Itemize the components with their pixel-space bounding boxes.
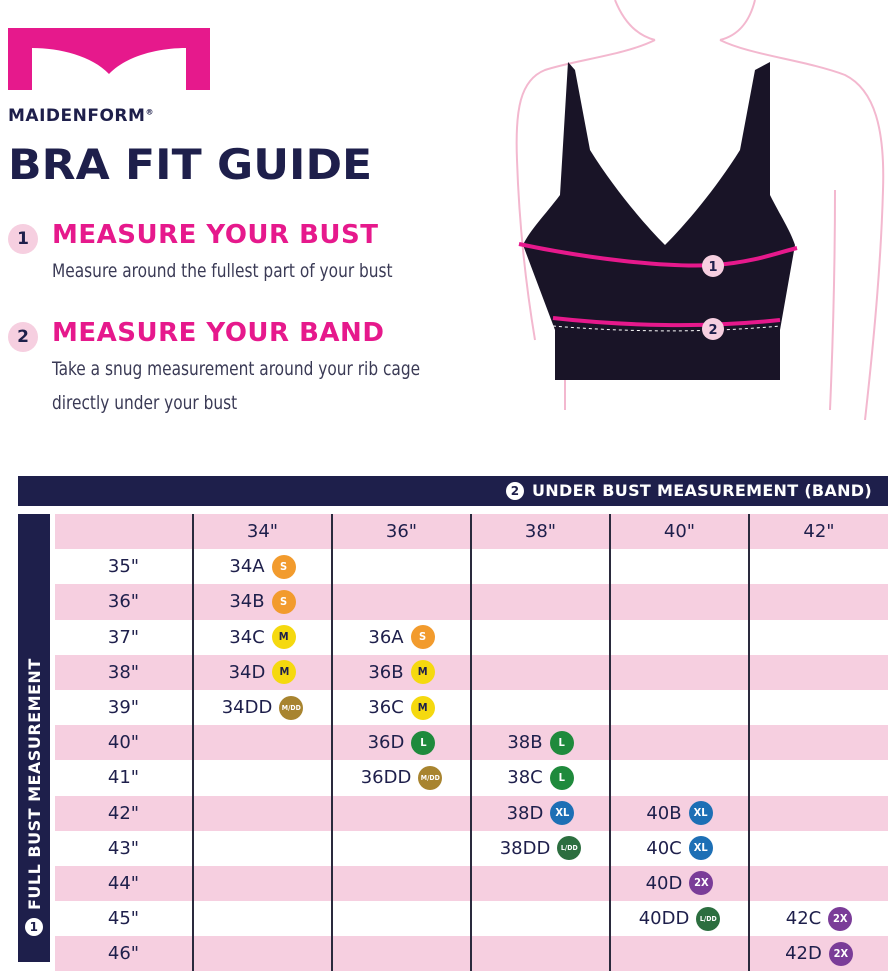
table-row: [55, 549, 888, 584]
size-cell: [749, 725, 888, 760]
bra-size: 38DD: [499, 837, 551, 859]
step-1-title: MEASURE YOUR BUST: [52, 220, 379, 250]
step-2-desc-line2: directly under your bust: [52, 392, 238, 414]
bra-size: 36B: [368, 661, 404, 683]
table-row: [55, 866, 888, 901]
band-size-header: 36": [332, 514, 471, 549]
full-bust-header: [18, 536, 50, 940]
step-2-desc-line1: Take a snug measurement around your rib cage: [52, 358, 421, 380]
size-cell: [471, 760, 610, 795]
size-cell: [610, 866, 749, 901]
bra-illustration: [505, 0, 896, 420]
size-code-badge: S: [272, 590, 296, 614]
bra-size: 34DD: [221, 697, 273, 719]
bra-size: 42C: [785, 908, 822, 930]
size-cell: [749, 866, 888, 901]
bra-size: 34C: [229, 626, 265, 648]
size-code-badge: 2X: [689, 871, 713, 895]
step-2-badge: 2: [8, 322, 38, 352]
size-cell: [193, 936, 332, 971]
bust-measurement: 39": [55, 690, 193, 725]
size-code-badge: XL: [689, 801, 713, 825]
bust-measurement: 40": [55, 725, 193, 760]
size-cell: [471, 584, 610, 619]
bra-size: 38C: [507, 767, 543, 789]
bust-measurement: 41": [55, 760, 193, 795]
size-cell: [471, 936, 610, 971]
size-code-badge: M/DD: [279, 696, 303, 720]
size-cell: [610, 760, 749, 795]
bra-size: 36A: [368, 626, 404, 648]
bust-marker: 1: [708, 260, 718, 275]
bust-measurement: 44": [55, 866, 193, 901]
size-cell: [332, 655, 471, 690]
size-cell: [193, 690, 332, 725]
size-cell: [471, 655, 610, 690]
size-code-badge: L: [550, 731, 574, 755]
size-cell: [332, 690, 471, 725]
brand-name: MAIDENFORM®: [8, 106, 154, 126]
bra-size: 36DD: [360, 767, 412, 789]
size-cell: [471, 620, 610, 655]
size-cell: [332, 549, 471, 584]
corner-cell: [55, 514, 193, 549]
size-cell: [332, 796, 471, 831]
bra-size: 40C: [646, 837, 682, 859]
bra-size: 38B: [507, 732, 543, 754]
size-cell: [193, 796, 332, 831]
size-cell: [610, 690, 749, 725]
size-cell: [193, 901, 332, 936]
size-code-badge: S: [411, 625, 435, 649]
size-cell: [749, 901, 888, 936]
size-cell: [332, 725, 471, 760]
bust-measurement: 35": [55, 549, 193, 584]
size-cell: [471, 901, 610, 936]
full-bust-label: FULL BUST MEASUREMENT: [24, 658, 44, 910]
size-cell: [471, 796, 610, 831]
bra-size: 42D: [785, 943, 822, 965]
size-cell: [610, 655, 749, 690]
bra-size: 36D: [367, 732, 405, 754]
bra-size: 40DD: [638, 908, 690, 930]
size-chart-table: [55, 514, 888, 971]
size-cell: [610, 620, 749, 655]
size-code-badge: L: [411, 731, 435, 755]
band-size-header: 40": [610, 514, 749, 549]
size-cell: [749, 690, 888, 725]
table-row: [55, 655, 888, 690]
bra-size: 34D: [228, 661, 266, 683]
table-row: [55, 760, 888, 795]
bra-size: 34B: [229, 591, 265, 613]
size-cell: [471, 725, 610, 760]
under-bust-header: [18, 476, 888, 506]
table-row: [55, 725, 888, 760]
size-cell: [610, 936, 749, 971]
size-cell: [332, 760, 471, 795]
size-cell: [610, 725, 749, 760]
size-code-badge: M: [411, 696, 435, 720]
size-cell: [610, 901, 749, 936]
under-bust-label: UNDER BUST MEASUREMENT (BAND): [532, 481, 872, 500]
size-cell: [332, 584, 471, 619]
bra-size: 38D: [506, 802, 544, 824]
size-cell: [193, 866, 332, 901]
bra-size: 34A: [229, 556, 265, 578]
header-step-number: 2: [506, 482, 524, 500]
size-cell: [332, 831, 471, 866]
band-size-header: 42": [749, 514, 888, 549]
size-code-badge: XL: [689, 836, 713, 860]
size-cell: [332, 901, 471, 936]
step-1-badge: 1: [8, 224, 38, 254]
table-row: [55, 584, 888, 619]
size-cell: [471, 831, 610, 866]
size-cell: [610, 796, 749, 831]
bust-measurement: 43": [55, 831, 193, 866]
size-cell: [193, 655, 332, 690]
bust-measurement: 42": [55, 796, 193, 831]
size-code-badge: M: [272, 660, 296, 684]
size-cell: [471, 549, 610, 584]
size-code-badge: S: [272, 555, 296, 579]
bust-measurement: 46": [55, 936, 193, 971]
bust-measurement: 37": [55, 620, 193, 655]
size-cell: [332, 936, 471, 971]
size-cell: [193, 760, 332, 795]
band-size-header: 34": [193, 514, 332, 549]
maidenform-logo: [8, 28, 210, 90]
size-cell: [749, 655, 888, 690]
size-cell: [749, 796, 888, 831]
size-code-badge: L/DD: [696, 907, 720, 931]
size-cell: [193, 549, 332, 584]
size-code-badge: M: [411, 660, 435, 684]
size-code-badge: M/DD: [418, 766, 442, 790]
table-row: [55, 796, 888, 831]
size-cell: [193, 584, 332, 619]
table-row: [55, 620, 888, 655]
size-cell: [749, 620, 888, 655]
size-cell: [471, 866, 610, 901]
table-row: [55, 901, 888, 936]
side-step-number: 1: [25, 918, 43, 936]
table-row: [55, 690, 888, 725]
page-title: BRA FIT GUIDE: [8, 140, 373, 189]
size-code-badge: 2X: [828, 907, 852, 931]
size-code-badge: L: [550, 766, 574, 790]
table-row: [55, 831, 888, 866]
size-cell: [193, 620, 332, 655]
size-cell: [610, 584, 749, 619]
bra-size: 40B: [646, 802, 682, 824]
band-size-header: 38": [471, 514, 610, 549]
bra-size: 36C: [368, 697, 404, 719]
size-cell: [749, 760, 888, 795]
bust-measurement: 36": [55, 584, 193, 619]
size-code-badge: 2X: [829, 942, 853, 966]
size-cell: [471, 690, 610, 725]
size-cell: [610, 831, 749, 866]
size-cell: [193, 725, 332, 760]
size-cell: [749, 549, 888, 584]
band-marker: 2: [708, 323, 718, 338]
size-code-badge: M: [272, 625, 296, 649]
step-1-desc: Measure around the fullest part of your bust: [52, 260, 393, 282]
size-code-badge: XL: [550, 801, 574, 825]
size-cell: [332, 620, 471, 655]
size-code-badge: L/DD: [557, 836, 581, 860]
table-row: [55, 936, 888, 971]
size-cell: [332, 866, 471, 901]
bust-measurement: 38": [55, 655, 193, 690]
column-header-row: [55, 514, 888, 549]
step-2-title: MEASURE YOUR BAND: [52, 318, 385, 348]
size-cell: [193, 831, 332, 866]
size-cell: [610, 549, 749, 584]
size-cell: [749, 936, 888, 971]
bust-measurement: 45": [55, 901, 193, 936]
size-cell: [749, 584, 888, 619]
size-cell: [749, 831, 888, 866]
bra-size: 40D: [645, 872, 683, 894]
